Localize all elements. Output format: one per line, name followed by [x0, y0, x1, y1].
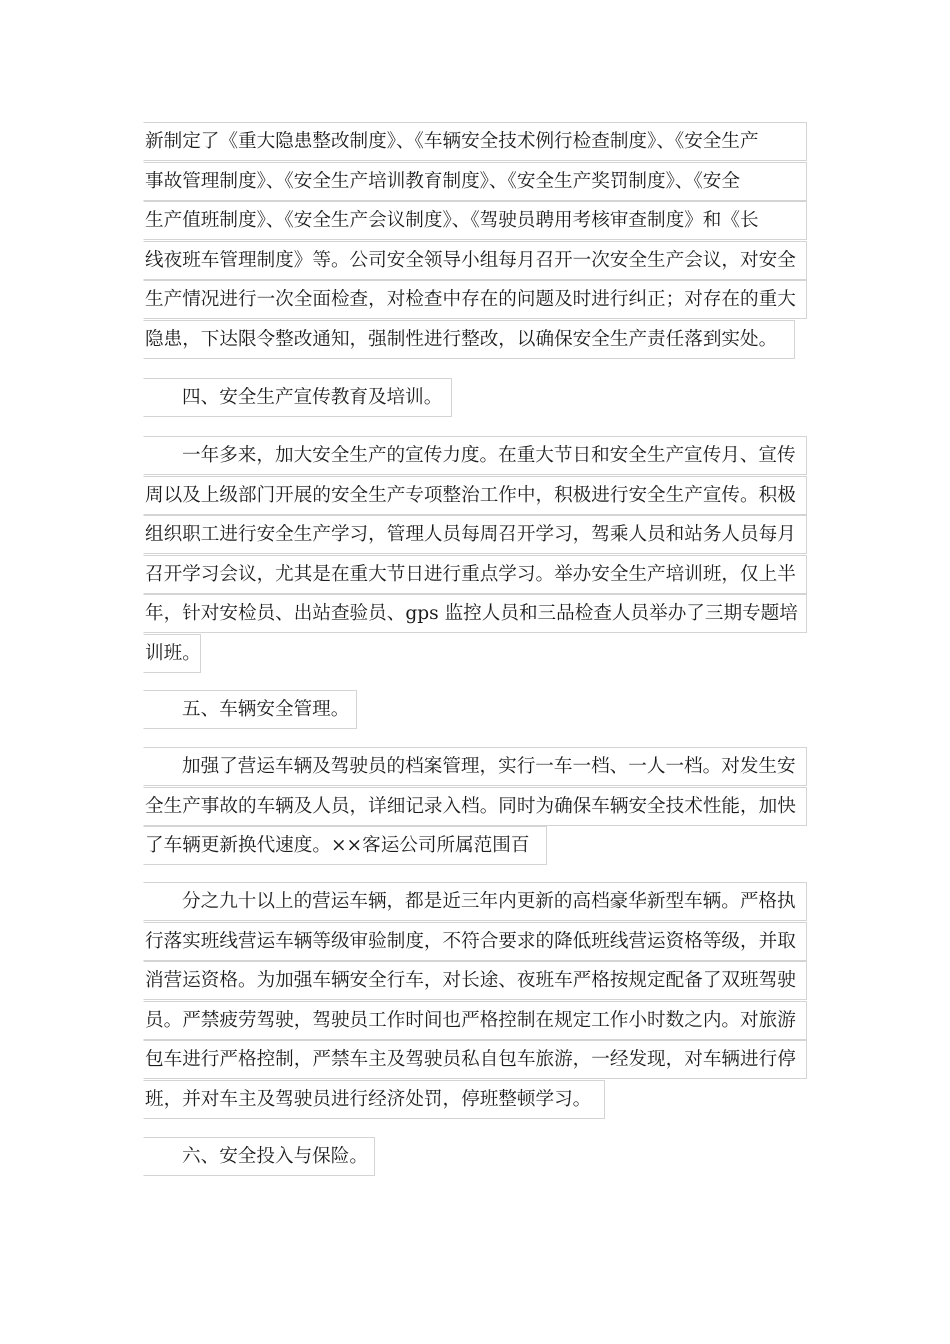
paragraph-vehicle-records: [143, 747, 807, 866]
text-line: 行落实班线营运车辆等级审验制度，不符合要求的降低班线营运资格等级，并取: [143, 922, 807, 961]
section-heading-5: [143, 690, 357, 730]
text-line: 隐患，下达限令整改通知，强制性进行整改，以确保安全生产责任落到实处。: [143, 320, 795, 359]
text-line: 新制定了《重大隐患整改制度》、《车辆安全技术例行检查制度》、《安全生产: [143, 122, 807, 161]
section-heading-4: [143, 378, 452, 418]
text-line: 周以及上级部门开展的安全生产专项整治工作中，积极进行安全生产宣传。积极: [143, 476, 807, 515]
heading-text: 四、安全生产宣传教育及培训。: [143, 378, 452, 417]
text-line: 年，针对安检员、出站查验员、gps 监控人员和三品检查人员举办了三期专题培: [143, 594, 807, 633]
text-line: 生产情况进行一次全面检查，对检查中存在的问题及时进行纠正；对存在的重大: [143, 280, 807, 319]
text-line: 一年多来，加大安全生产的宣传力度。在重大节日和安全生产宣传月、宣传: [143, 436, 807, 475]
text-line: 线夜班车管理制度》等。公司安全领导小组每月召开一次安全生产会议，对安全: [143, 241, 807, 280]
text-line: 组织职工进行安全生产学习，管理人员每周召开学习，驾乘人员和站务人员每月: [143, 515, 807, 554]
text-line: 训班。: [143, 634, 201, 673]
text-line: 分之九十以上的营运车辆，都是近三年内更新的高档豪华新型车辆。严格执: [143, 882, 807, 921]
paragraph-training: [143, 436, 807, 673]
heading-text: 六、安全投入与保险。: [143, 1137, 375, 1176]
text-line: 全生产事故的车辆及人员，详细记录入档。同时为确保车辆安全技术性能，加快: [143, 787, 807, 826]
text-line: 加强了营运车辆及驾驶员的档案管理，实行一车一档、一人一档。对发生安: [143, 747, 807, 786]
text-line: 了车辆更新换代速度。××客运公司所属范围百: [143, 826, 547, 865]
text-line: 消营运资格。为加强车辆安全行车，对长途、夜班车严格按规定配备了双班驾驶: [143, 961, 807, 1000]
paragraph-vehicle-control: [143, 882, 807, 1119]
heading-text: 五、车辆安全管理。: [143, 690, 357, 729]
text-line: 包车进行严格控制，严禁车主及驾驶员私自包车旅游，一经发现，对车辆进行停: [143, 1040, 807, 1079]
text-line: 事故管理制度》、《安全生产培训教育制度》、《安全生产奖罚制度》、《安全: [143, 162, 807, 201]
paragraph-regulations: [143, 122, 807, 359]
section-heading-6: [143, 1137, 375, 1177]
text-line: 召开学习会议，尤其是在重大节日进行重点学习。举办安全生产培训班，仅上半: [143, 555, 807, 594]
text-line: 生产值班制度》、《安全生产会议制度》、《驾驶员聘用考核审查制度》和《长: [143, 201, 807, 240]
text-line: 员。严禁疲劳驾驶，驾驶员工作时间也严格控制在规定工作小时数之内。对旅游: [143, 1001, 807, 1040]
text-line: 班，并对车主及驾驶员进行经济处罚，停班整顿学习。: [143, 1080, 605, 1119]
